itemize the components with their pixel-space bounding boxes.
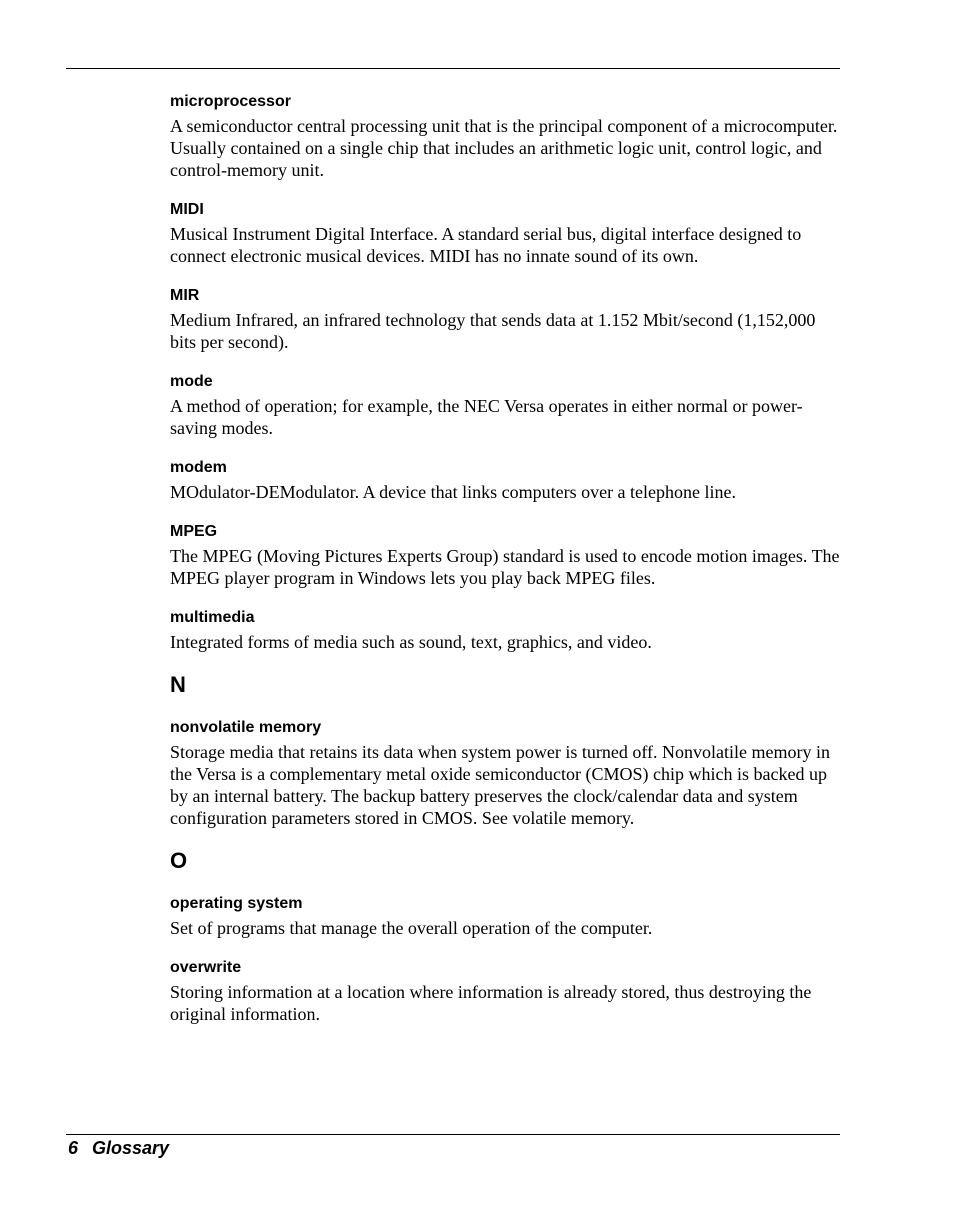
entry-definition: Integrated forms of media such as sound, text, graphics, and video. <box>170 632 652 652</box>
entry-term: MIR <box>170 287 200 304</box>
entry-term: MIDI <box>170 201 204 218</box>
glossary-entry-modem <box>170 458 842 503</box>
entry-definition: Musical Instrument Digital Interface. A standard serial bus, digital interface designed to connect electronic musical devices. MIDI has no innate sound of its own. <box>170 224 802 266</box>
entry-definition: The MPEG (Moving Pictures Experts Group) standard is used to encode motion images. The MPEG player program in Windows lets you play back MPEG files. <box>170 546 840 588</box>
section-letter-n: N <box>170 672 186 697</box>
page-number: 6 <box>68 1138 79 1158</box>
entry-term: overwrite <box>170 959 242 976</box>
glossary-entry-multimedia <box>170 608 842 653</box>
entry-term: mode <box>170 373 213 390</box>
entry-definition: Storage media that retains its data when system power is turned off. Nonvolatile memory in the Versa is a complementary metal oxide semiconductor (CMOS) chip which is backed up by an internal battery. The backup battery preserves the clock/calendar data and system configuration parameters stored in CMOS. See volatile memory. <box>170 742 831 828</box>
entry-term: MPEG <box>170 523 218 540</box>
entry-definition: MOdulator-DEModulator. A device that links computers over a telephone line. <box>170 482 737 502</box>
header-rule <box>66 68 840 69</box>
glossary-entry-overwrite <box>170 958 842 1025</box>
entry-term: operating system <box>170 895 303 912</box>
glossary-entry-operating-system <box>170 894 842 939</box>
glossary-entry-mpeg <box>170 522 842 589</box>
entry-term: nonvolatile memory <box>170 719 322 736</box>
section-letter-o: O <box>170 848 188 873</box>
entry-definition: A semiconductor central processing unit that is the principal component of a microcomputer. Usually contained on a single chip that includes an arithmetic logic unit, control logic, and control-memory unit. <box>170 116 838 180</box>
entry-definition: A method of operation; for example, the NEC Versa operates in either normal or power-saving modes. <box>170 396 803 438</box>
entry-definition: Medium Infrared, an infrared technology that sends data at 1.152 Mbit/second (1,152,000 bits per second). <box>170 310 816 352</box>
footer-section-title: Glossary <box>92 1138 170 1158</box>
entry-definition: Storing information at a location where information is already stored, thus destroying the original information. <box>170 982 812 1024</box>
page-footer <box>68 1137 169 1159</box>
entry-term: modem <box>170 459 227 476</box>
footer-rule <box>66 1134 840 1135</box>
glossary-entry-nonvolatile-memory <box>170 718 842 829</box>
glossary-content <box>170 92 842 1044</box>
entry-term: multimedia <box>170 609 255 626</box>
glossary-entry-midi <box>170 200 842 267</box>
glossary-entry-microprocessor <box>170 92 842 181</box>
entry-definition: Set of programs that manage the overall operation of the computer. <box>170 918 653 938</box>
entry-term: microprocessor <box>170 93 291 110</box>
glossary-entry-mode <box>170 372 842 439</box>
glossary-entry-mir <box>170 286 842 353</box>
